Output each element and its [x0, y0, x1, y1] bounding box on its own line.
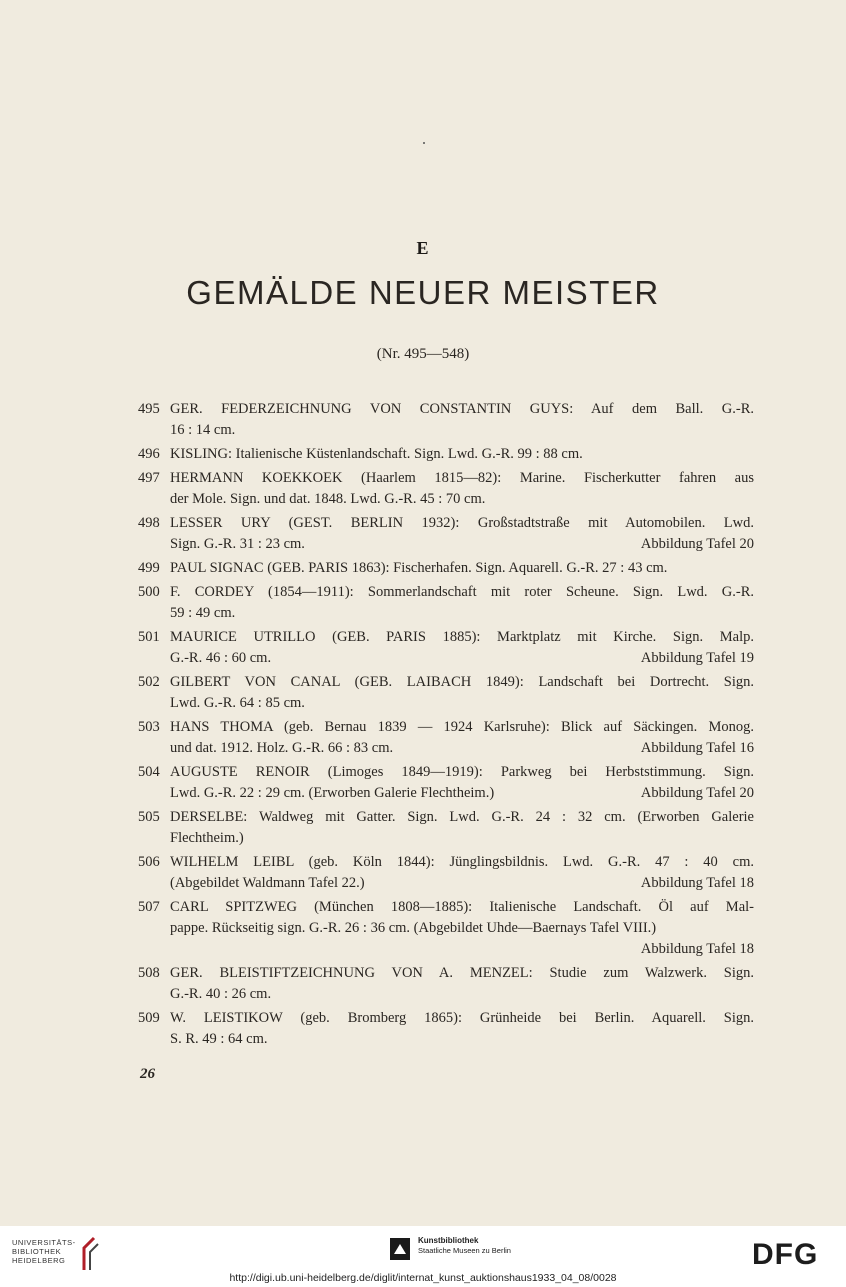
lot-description	[170, 1008, 754, 1050]
lot-description	[170, 807, 754, 849]
lot-entry	[138, 582, 754, 624]
lot-text-line	[170, 963, 754, 984]
lot-text-line	[170, 897, 754, 918]
lot-text: GILBERT VON CANAL (GEB. LAIBACH 1849): Landschaft bei Dortrecht. Sign.	[170, 674, 754, 690]
lot-text: HERMANN KOEKKOEK (Haarlem 1815—82): Marine. Fischerkutter fahren aus	[170, 470, 754, 486]
page-number: 26	[140, 1066, 155, 1082]
lot-entry	[138, 513, 754, 555]
lot-text-line	[170, 582, 754, 603]
lot-text: WILHELM LEIBL (geb. Köln 1844): Jünglingsbildnis. Lwd. G.-R. 47 : 40 cm.	[170, 854, 754, 870]
lot-description	[170, 444, 754, 465]
lot-text: 16 : 14 cm.	[170, 422, 236, 438]
lot-text: F. CORDEY (1854—1911): Sommerlandschaft mit roter Scheune. Sign. Lwd. G.-R.	[170, 584, 754, 600]
lot-text-line	[170, 918, 754, 939]
kb-title: Kunstbibliothek	[418, 1236, 479, 1245]
lot-number: 498	[138, 515, 160, 531]
lot-text-line	[170, 873, 754, 894]
lot-text: Lwd. G.-R. 64 : 85 cm.	[170, 695, 305, 711]
lot-number: 506	[138, 854, 160, 870]
lot-text: CARL SPITZWEG (München 1808—1885): Italienische Landschaft. Öl auf Mal-	[170, 899, 754, 915]
uni-line-2: BIBLIOTHEK	[12, 1247, 62, 1256]
section-letter: E	[416, 238, 430, 258]
lot-entry	[138, 897, 754, 960]
lot-entry	[138, 807, 754, 849]
plate-reference: Abbildung Tafel 18	[640, 941, 754, 957]
lot-text: und dat. 1912. Holz. G.-R. 66 : 83 cm.	[170, 740, 394, 756]
lot-text: Sign. G.-R. 31 : 23 cm.	[170, 536, 305, 552]
lot-range: (Nr. 495—548)	[376, 346, 470, 362]
print-speck	[423, 142, 425, 144]
lot-text-line	[170, 762, 754, 783]
lot-number: 508	[138, 965, 160, 981]
lot-text: Flechtheim.)	[170, 830, 244, 846]
lot-list	[138, 399, 754, 1053]
plate-reference: Abbildung Tafel 20	[640, 536, 754, 552]
lot-text-line	[170, 558, 754, 579]
lot-text-line	[170, 807, 754, 828]
footer-bar	[0, 1226, 846, 1287]
lot-text-line	[170, 828, 754, 849]
lot-number: 509	[138, 1010, 160, 1026]
lot-text-line	[170, 693, 754, 714]
lot-text: DERSELBE: Waldweg mit Gatter. Sign. Lwd. G.-R. 24 : 32 cm. (Erworben Galerie	[170, 809, 754, 825]
lot-number: 502	[138, 674, 160, 690]
lot-description	[170, 513, 754, 555]
lot-text-line	[170, 420, 754, 441]
lot-entry	[138, 468, 754, 510]
lot-number: 496	[138, 446, 160, 462]
lot-number: 495	[138, 401, 160, 417]
lot-text-line	[170, 534, 754, 555]
uni-line-1: UNIVERSITÄTS-	[12, 1238, 76, 1247]
lot-number: 504	[138, 764, 160, 780]
lot-entry	[138, 399, 754, 441]
lot-description	[170, 672, 754, 714]
plate-reference: Abbildung Tafel 19	[640, 650, 754, 666]
lot-text: W. LEISTIKOW (geb. Bromberg 1865): Grünheide bei Berlin. Aquarell. Sign.	[170, 1010, 754, 1026]
lot-entry	[138, 558, 754, 579]
lot-text: der Mole. Sign. und dat. 1848. Lwd. G.-R. 45 : 70 cm.	[170, 491, 486, 507]
lot-description	[170, 582, 754, 624]
lot-text: G.-R. 40 : 26 cm.	[170, 986, 272, 1002]
lot-text: 59 : 49 cm.	[170, 605, 236, 621]
lot-text: LESSER URY (GEST. BERLIN 1932): Großstadtstraße mit Automobilen. Lwd.	[170, 515, 754, 531]
lot-text-line	[170, 1029, 754, 1050]
plate-reference: Abbildung Tafel 18	[640, 875, 754, 891]
lot-text: S. R. 49 : 64 cm.	[170, 1031, 268, 1047]
kunstbibliothek-logo-icon	[388, 1236, 412, 1262]
university-logo-icon	[78, 1236, 102, 1272]
lot-number: 500	[138, 584, 160, 600]
lot-number: 507	[138, 899, 160, 915]
lot-text-line	[170, 648, 754, 669]
lot-text-line	[170, 717, 754, 738]
lot-entry	[138, 444, 754, 465]
lot-entry	[138, 672, 754, 714]
lot-description	[170, 717, 754, 759]
lot-entry	[138, 963, 754, 1005]
lot-entry	[138, 627, 754, 669]
lot-text-line	[170, 513, 754, 534]
lot-text: MAURICE UTRILLO (GEB. PARIS 1885): Marktplatz mit Kirche. Sign. Malp.	[170, 629, 754, 645]
lot-description	[170, 399, 754, 441]
lot-text: KISLING: Italienische Küstenlandschaft. Sign. Lwd. G.-R. 99 : 88 cm.	[170, 446, 583, 462]
lot-text-line	[170, 984, 754, 1005]
lot-text: PAUL SIGNAC (GEB. PARIS 1863): Fischerhafen. Sign. Aquarell. G.-R. 27 : 43 cm.	[170, 560, 668, 576]
lot-text-line	[170, 1008, 754, 1029]
lot-entry	[138, 1008, 754, 1050]
lot-text-line	[170, 738, 754, 759]
lot-description	[170, 468, 754, 510]
lot-text: GER. BLEISTIFTZEICHNUNG VON A. MENZEL: Studie zum Walzwerk. Sign.	[170, 965, 754, 981]
lot-text: GER. FEDERZEICHNUNG VON CONSTANTIN GUYS: Auf dem Ball. G.-R.	[170, 401, 754, 417]
lot-description	[170, 852, 754, 894]
lot-description	[170, 897, 754, 960]
lot-text: AUGUSTE RENOIR (Limoges 1849—1919): Parkweg bei Herbststimmung. Sign.	[170, 764, 754, 780]
lot-description	[170, 963, 754, 1005]
lot-text-line	[170, 852, 754, 873]
lot-text-line	[170, 444, 754, 465]
lot-description	[170, 558, 754, 579]
lot-text: HANS THOMA (geb. Bernau 1839 — 1924 Karlsruhe): Blick auf Säckingen. Monog.	[170, 719, 754, 735]
plate-reference: Abbildung Tafel 16	[640, 740, 754, 756]
lot-text-line	[170, 603, 754, 624]
lot-text-line	[170, 672, 754, 693]
plate-reference: Abbildung Tafel 20	[640, 785, 754, 801]
lot-text: pappe. Rückseitig sign. G.-R. 26 : 36 cm. (Abgebildet Uhde—Baernays Tafel VIII.)	[170, 920, 657, 936]
lot-number: 499	[138, 560, 160, 576]
university-library-logo-text	[12, 1238, 76, 1265]
lot-text-line	[170, 783, 754, 804]
lot-text-line	[170, 399, 754, 420]
lot-text-line	[170, 627, 754, 648]
lot-number: 505	[138, 809, 160, 825]
source-url-link[interactable]: http://digi.ub.uni-heidelberg.de/diglit/internat_kunst_auktionshaus1933_04_08/0028	[229, 1272, 617, 1284]
lot-number: 501	[138, 629, 160, 645]
lot-text-line	[170, 489, 754, 510]
lot-description	[170, 627, 754, 669]
lot-number: 503	[138, 719, 160, 735]
page-title: GEMÄLDE NEUER MEISTER	[186, 274, 660, 311]
lot-text: Lwd. G.-R. 22 : 29 cm. (Erworben Galerie Flechtheim.)	[170, 785, 495, 801]
lot-text: G.-R. 46 : 60 cm.	[170, 650, 272, 666]
lot-text: (Abgebildet Waldmann Tafel 22.)	[170, 875, 365, 891]
lot-number: 497	[138, 470, 160, 486]
lot-entry	[138, 762, 754, 804]
kunstbibliothek-text	[418, 1236, 511, 1256]
lot-text-line	[170, 468, 754, 489]
lot-entry	[138, 717, 754, 759]
dfg-logo: DFG	[752, 1238, 819, 1271]
uni-line-3: HEIDELBERG	[12, 1256, 66, 1265]
lot-description	[170, 762, 754, 804]
lot-entry	[138, 852, 754, 894]
kb-subtitle: Staatliche Museen zu Berlin	[418, 1246, 511, 1255]
